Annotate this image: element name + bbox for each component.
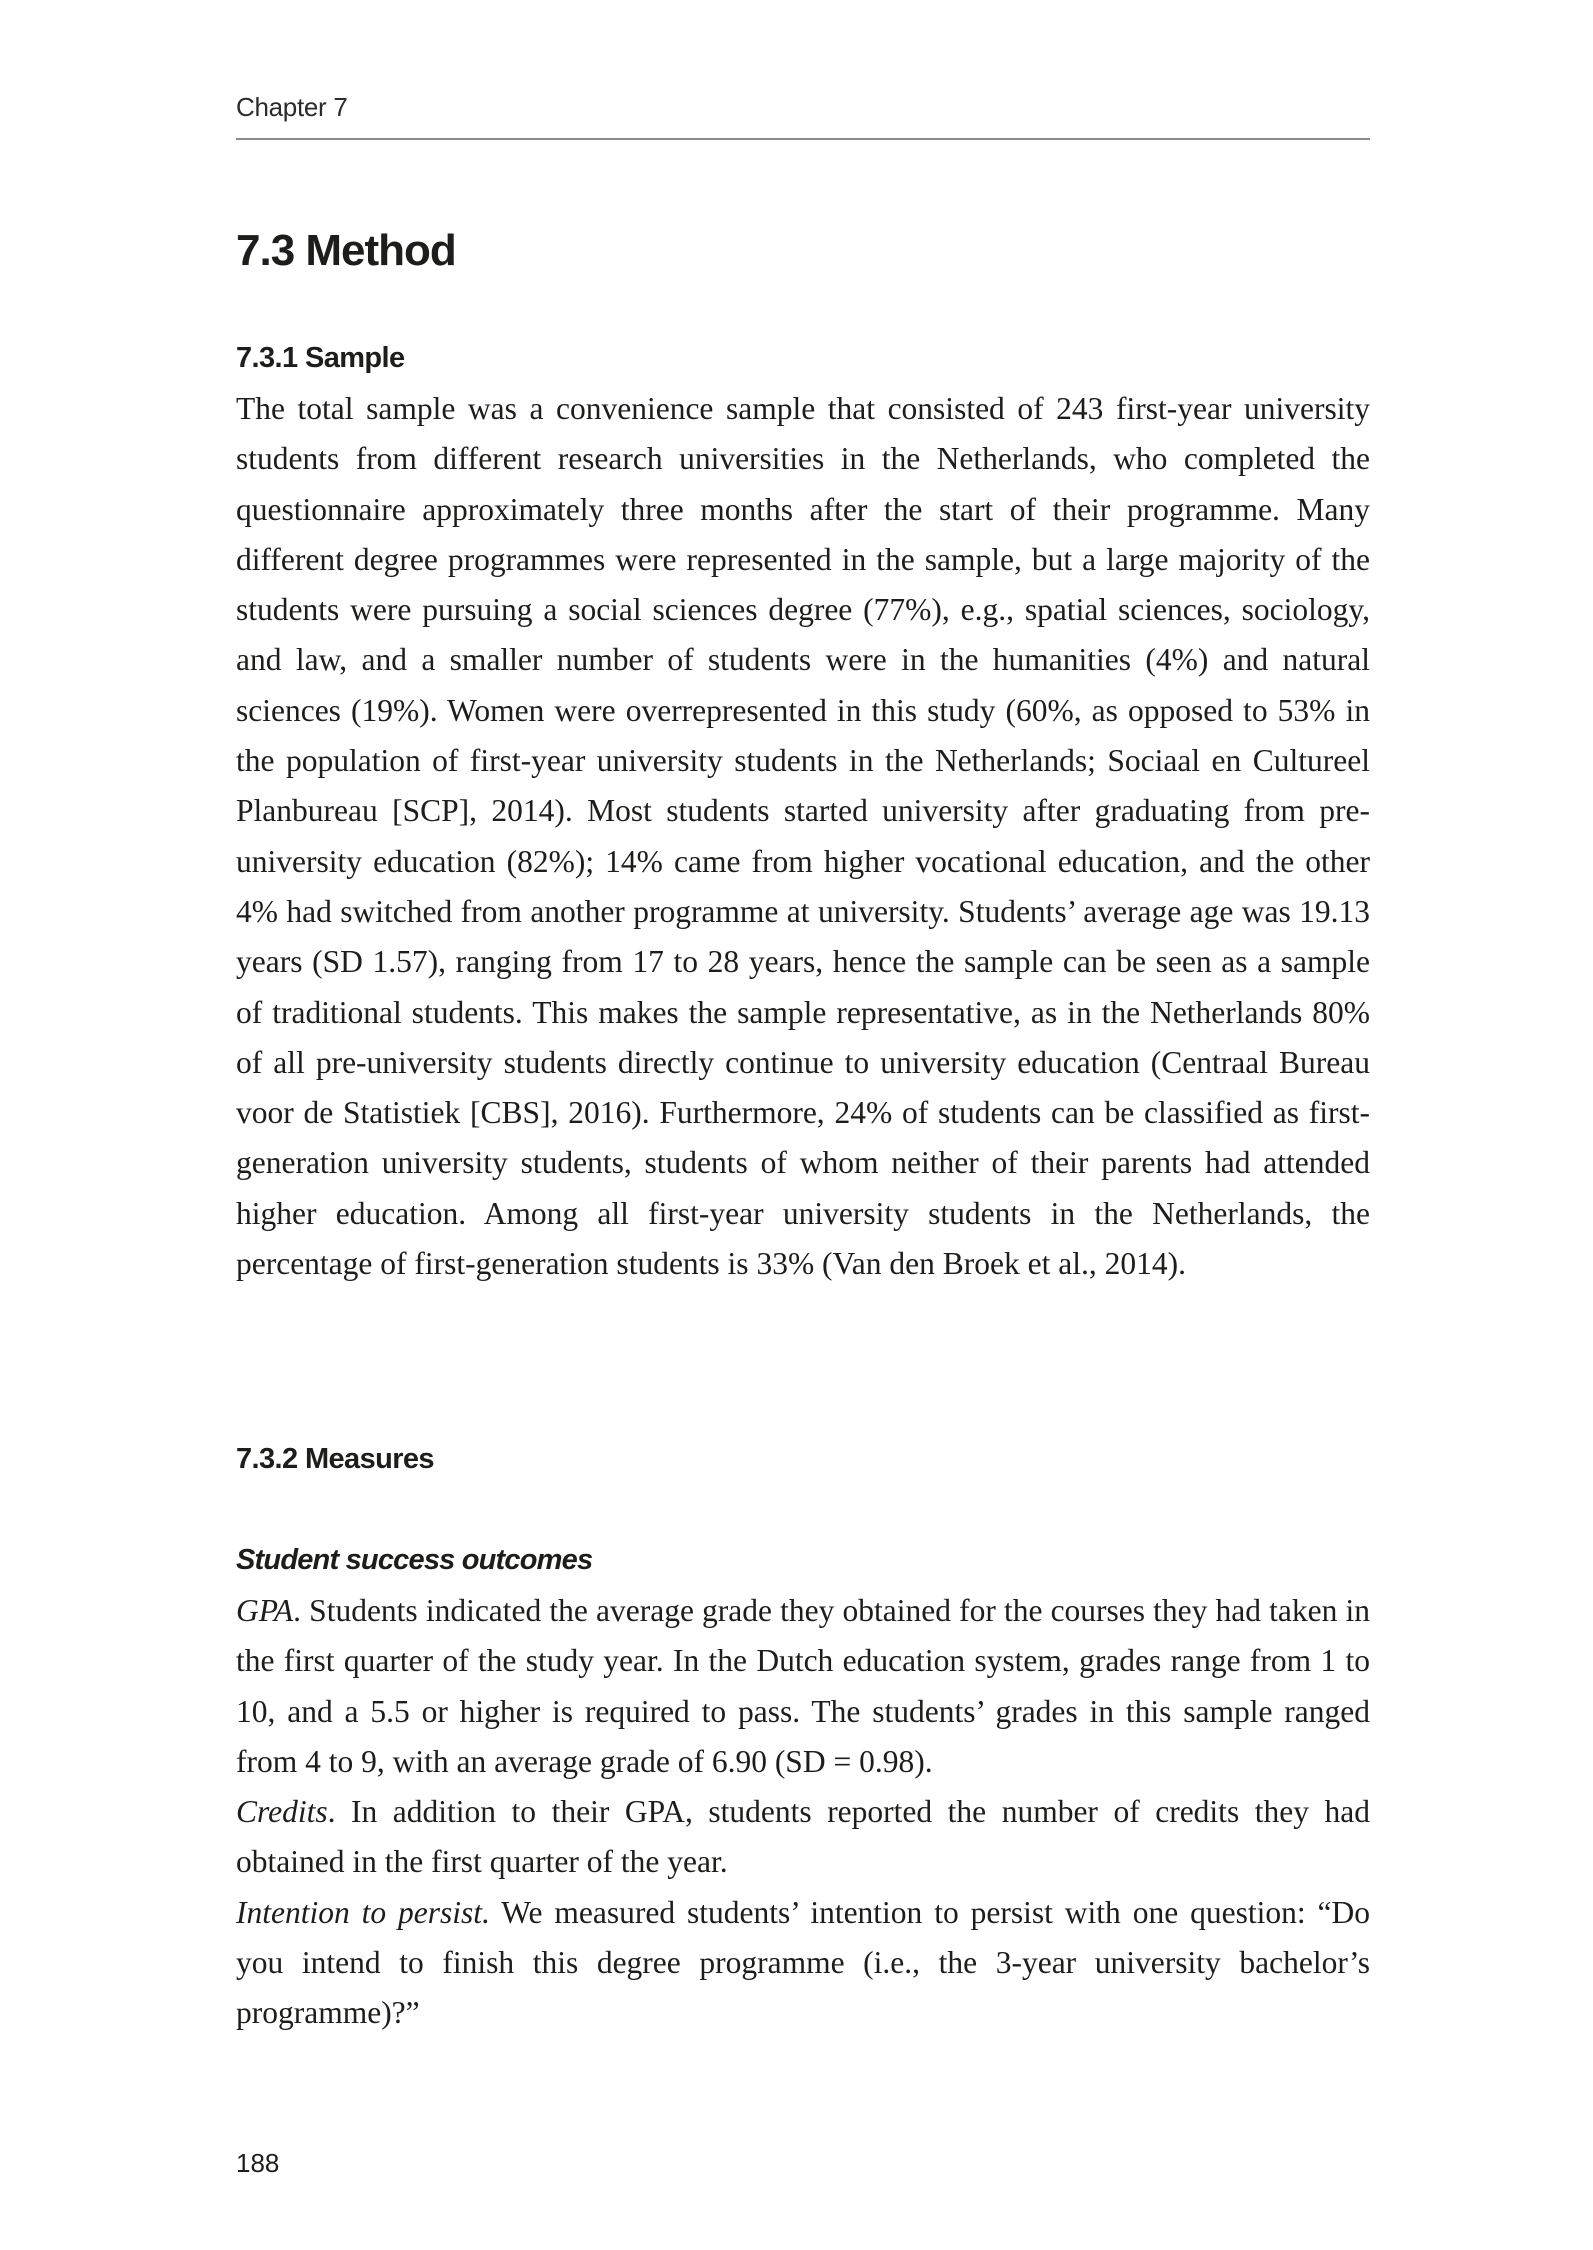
measure-term: Intention to persist. [236,1894,490,1930]
measure-term: GPA [236,1593,294,1628]
subsection-title-sample: 7.3.1 Sample [236,342,405,374]
section-title: 7.3 Method [236,226,456,275]
sample-paragraph: The total sample was a convenience sample that consisted of 243 first-year university students from different research universities in the Netherlands, who completed the questionnaire approximately three months after the start of their programme. Many different degree programmes were represented in the sample, but a large majority of the students were pursuing a social sciences degree (77%), e.g., spatial sciences, sociology, and law, and a smaller number of students were in the humanities (4%) and natural sciences (19%). Women were overrepresented in this study (60%, as opposed to 53% in the population of first-year university students in the Netherlands; Sociaal en Cultureel Planbureau [SCP], 2014). Most students started university after graduating from pre-university education (82%); 14% came from higher vocational education, and the other 4% had switched from another programme at university. Students’ average age was 19.13 years (SD 1.57), ranging from 17 to 28 years, hence the sample can be seen as a sample of traditional students. This makes the sample representative, as in the Netherlands 80% of all pre-university students directly continue to university education (Centraal Bureau voor de Statistiek [CBS], 2016). Furthermore, 24% of students can be classified as first-generation university students, students of whom neither of their parents had attended higher education. Among all first-year university students in the Netherlands, the percentage of first-generation students is 33% (Van den Broek et al., 2014). [236,391,1370,1282]
header-rule [236,138,1370,140]
subsection-title-measures: 7.3.2 Measures [236,1443,434,1475]
measure-credits [236,1787,1370,1888]
measures-list [236,1586,1370,2039]
measure-term-suffix: . [327,1794,336,1830]
measure-description: We measured students’ intention to persist with one question: “Do you intend to finish this degree programme (i.e., the 3-year university bachelor’s programme)?” [236,1894,1370,2031]
measure-intention-to-persist [236,1888,1370,2039]
measure-term-suffix: . [293,1593,302,1628]
page-number: 188 [236,2148,280,2178]
subheading-student-success-outcomes: Student success outcomes [236,1544,593,1576]
running-head: Chapter 7 [236,92,348,122]
measure-description: Students indicated the average grade they obtained for the courses they had taken in the first quarter of the study year. In the Dutch education system, grades range from 1 to 10, and a 5.5 or higher is required to pass. The students’ grades in this sample ranged from 4 to 9, with an average grade of 6.90 (SD = 0.98). [236,1593,1370,1779]
measure-term: Credits [236,1794,328,1830]
measure-description: In addition to their GPA, students reported the number of credits they had obtained in the first quarter of the year. [236,1794,1370,1880]
measure-gpa [236,1586,1370,1787]
